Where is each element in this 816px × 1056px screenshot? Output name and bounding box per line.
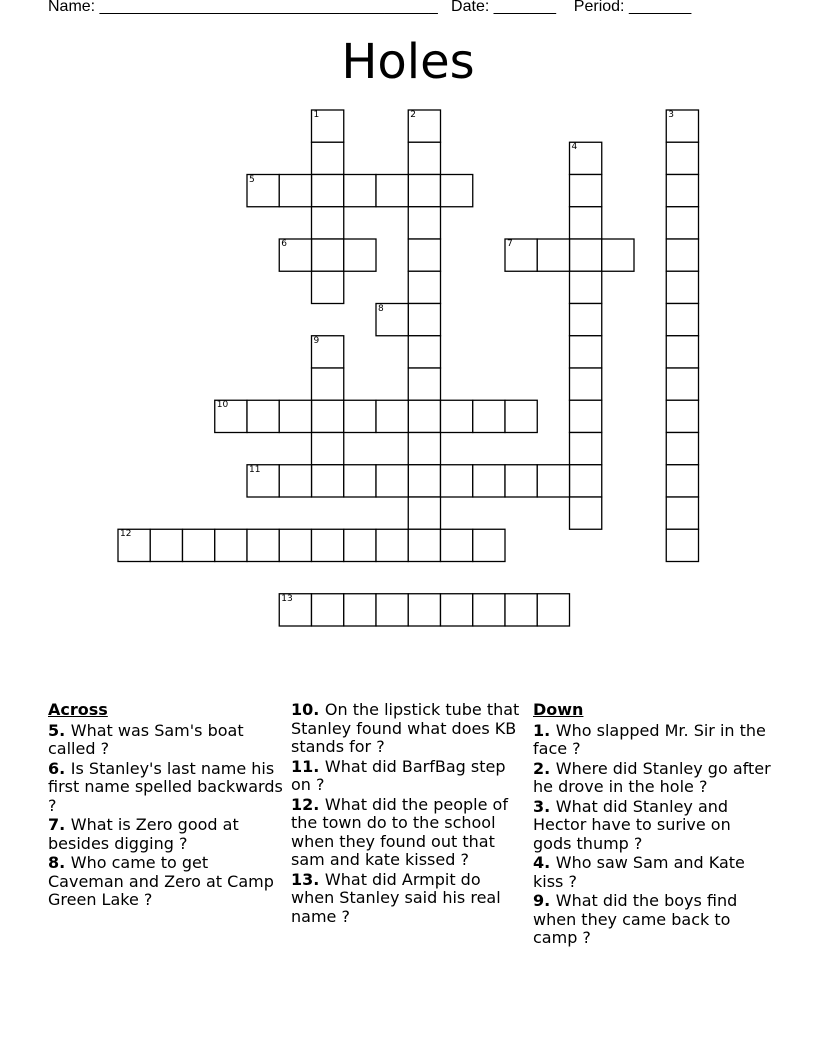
clue-number: 5 [249,174,255,185]
clue-number: 10 [216,400,229,411]
grid-cell[interactable] [666,465,698,497]
grid-cell[interactable] [666,304,698,336]
grid-cell[interactable] [408,175,440,207]
clue-text: What is Zero good at besides digging ? [48,815,239,853]
clue-number-label: 1. [533,720,556,740]
grid-cell[interactable] [570,175,602,207]
grid-cell[interactable] [312,271,344,303]
grid-cell[interactable] [279,529,311,561]
clue-number: 7 [507,239,513,249]
grid-cell[interactable] [312,400,344,432]
clue-number-label: 2. [533,758,556,778]
clue-number: 12 [120,529,132,540]
grid-cell[interactable] [408,336,440,368]
across-heading: Across [48,700,108,719]
clue-text: What did Armpit do when Stanley said his real name ? [291,869,501,926]
grid-cell[interactable] [666,433,698,465]
clue-text: Who slapped Mr. Sir in the face ? [533,720,766,758]
across-clue [291,701,526,757]
grid-cell[interactable] [408,465,440,497]
grid-cell[interactable] [505,400,537,432]
grid-cell[interactable] [570,368,602,400]
grid-cell[interactable] [473,400,505,432]
grid-cell[interactable] [570,207,602,239]
clue-number-label: 13. [291,869,325,889]
grid-cell[interactable] [344,175,376,207]
clue-text: Who came to get Caveman and Zero at Camp Green Lake ? [48,853,274,909]
clue-number: 1 [313,110,320,120]
clue-number: 6 [281,239,287,249]
grid-cell[interactable] [279,465,311,497]
grid-cell[interactable] [408,304,440,336]
clue-number-cell [376,304,408,336]
clue-number: 4 [571,142,578,153]
down-clue [533,892,773,948]
grid-cell[interactable] [441,175,473,207]
grid-cell[interactable] [505,594,537,626]
grid-cell[interactable] [473,529,505,561]
grid-cell[interactable] [505,465,537,497]
grid-cell[interactable] [408,497,440,529]
grid-cell[interactable] [441,529,473,561]
clue-number-label: 5. [48,720,71,740]
name-date-period-line: Name: ______________________________________ Date: _______ Period: _______ [48,0,692,15]
grid-cell[interactable] [408,400,440,432]
grid-cell[interactable] [247,529,279,561]
grid-cell[interactable] [408,529,440,561]
grid-cell[interactable] [570,497,602,529]
grid-cell[interactable] [441,594,473,626]
clue-text: Where did Stanley go after he drove in the hole ? [533,758,771,796]
clue-text: What was Sam's boat called ? [48,720,244,758]
grid-cell[interactable] [473,594,505,626]
grid-cell[interactable] [666,239,698,271]
grid-cell[interactable] [312,368,344,400]
grid-cell[interactable] [666,207,698,239]
grid-cell[interactable] [376,400,408,432]
clue-number-cell [279,239,311,271]
clue-number-label: 6. [48,758,71,778]
grid-cell[interactable] [408,142,440,174]
grid-cell[interactable] [408,368,440,400]
grid-cell[interactable] [312,239,344,271]
grid-cell[interactable] [312,433,344,465]
grid-cell[interactable] [666,400,698,432]
clue-text: What did the boys find when they came back to camp ? [533,891,738,947]
clue-text: What did BarfBag step on ? [291,756,506,794]
grid-cell[interactable] [570,239,602,271]
clues-across-column-1 [48,701,283,911]
grid-cell[interactable] [344,239,376,271]
grid-cell[interactable] [408,271,440,303]
grid-cell[interactable] [376,594,408,626]
grid-cell[interactable] [150,529,182,561]
clues-across-column-2 [291,701,526,927]
grid-cell[interactable] [312,207,344,239]
grid-cell[interactable] [408,433,440,465]
clue-number: 2 [410,110,416,120]
clue-text: What did the people of the town do to the school when they found out that sam and kate kissed ? [291,794,508,869]
clue-number-cell [666,110,698,142]
grid-cell[interactable] [570,304,602,336]
grid-cell[interactable] [570,271,602,303]
grid-cell[interactable] [344,594,376,626]
grid-cell[interactable] [570,465,602,497]
clue-number-cell [312,336,344,368]
down-clue [533,722,773,759]
clue-number-cell [312,110,344,142]
clue-number: 11 [249,464,261,475]
clue-number-cell [408,110,440,142]
clue-number-label: 3. [533,796,556,816]
across-clue [48,854,283,910]
grid-cell[interactable] [376,529,408,561]
grid-cell[interactable] [344,400,376,432]
clue-number-cell [247,465,279,497]
grid-cell[interactable] [666,497,698,529]
clue-number-cell [215,400,247,432]
across-clue [291,871,526,927]
across-clue [48,816,283,853]
clue-number-label: 8. [48,853,71,872]
clue-text: What did Stanley and Hector have to surive on gods thump ? [533,796,731,853]
clue-number-label: 4. [533,853,556,872]
grid-cell[interactable] [376,175,408,207]
across-clue [291,796,526,870]
grid-cell[interactable] [279,400,311,432]
grid-cell[interactable] [408,239,440,271]
grid-cell[interactable] [666,142,698,174]
grid-cell[interactable] [441,400,473,432]
down-clue [533,798,773,854]
clue-number-cell [279,594,311,626]
clue-number-cell [570,142,602,174]
clue-text: Who saw Sam and Kate kiss ? [533,853,745,891]
clue-number-label: 10. [291,700,325,719]
down-heading: Down [533,700,584,719]
grid-cell[interactable] [441,465,473,497]
grid-cell[interactable] [312,594,344,626]
grid-cell[interactable] [344,529,376,561]
across-clue [291,758,526,795]
grid-cell[interactable] [376,465,408,497]
clue-number-cell [247,175,279,207]
grid-cell[interactable] [279,175,311,207]
puzzle-title: Holes [341,34,475,90]
clue-number-label: 12. [291,794,325,814]
grid-cell[interactable] [183,529,215,561]
grid-cell[interactable] [537,465,569,497]
clue-number-label: 11. [291,756,325,776]
grid-cell[interactable] [570,400,602,432]
grid-cell[interactable] [666,336,698,368]
clue-number: 9 [313,335,320,346]
grid-cell[interactable] [666,271,698,303]
across-clue [48,722,283,759]
grid-cell[interactable] [408,207,440,239]
grid-cell[interactable] [537,239,569,271]
grid-cell[interactable] [473,465,505,497]
clue-text: On the lipstick tube that Stanley found what does KB stands for ? [291,700,520,756]
grid-cell[interactable] [666,368,698,400]
down-clue [533,760,773,797]
grid-cell[interactable] [602,239,634,271]
grid-cell[interactable] [408,594,440,626]
grid-cell[interactable] [247,400,279,432]
clue-text: Is Stanley's last name his first name spelled backwards ? [48,758,283,815]
clue-number-cell [118,529,150,561]
clue-number-label: 7. [48,815,71,834]
down-clue [533,854,773,891]
grid-cell[interactable] [570,336,602,368]
grid-cell[interactable] [312,465,344,497]
across-clue [48,760,283,816]
grid-cell[interactable] [666,529,698,561]
clue-number: 8 [378,303,384,314]
clue-number: 13 [281,593,293,604]
grid-cell[interactable] [215,529,247,561]
clue-number: 3 [668,110,674,120]
grid-cell[interactable] [537,594,569,626]
clue-number-label: 9. [533,891,556,910]
clues-down-column [533,701,773,949]
grid-cell[interactable] [312,175,344,207]
grid-cell[interactable] [312,142,344,174]
clue-number-cell [505,239,537,271]
grid-cell[interactable] [312,529,344,561]
grid-cell[interactable] [570,433,602,465]
grid-cell[interactable] [344,465,376,497]
grid-cell[interactable] [666,175,698,207]
